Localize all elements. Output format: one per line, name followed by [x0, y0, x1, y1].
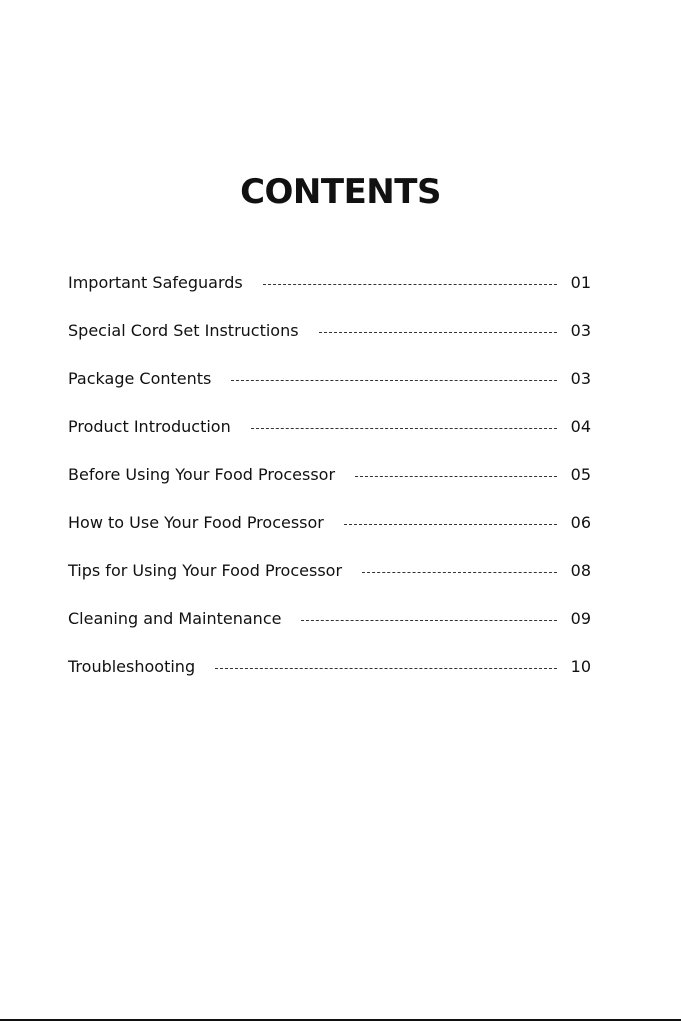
toc-entry-product-introduction[interactable]	[68, 402, 591, 450]
toc-entry-package-contents[interactable]	[68, 354, 591, 402]
dot-leader	[263, 284, 557, 285]
toc-entry-before-using[interactable]	[68, 450, 591, 498]
toc-entry-page-number: 10	[570, 656, 591, 676]
toc-entry-tips[interactable]	[68, 546, 591, 594]
dot-leader	[301, 620, 557, 621]
toc-entry-important-safeguards[interactable]	[68, 258, 591, 306]
toc-entry-label: Before Using Your Food Processor	[68, 464, 336, 484]
toc-entry-page-number: 09	[570, 608, 591, 628]
toc-entry-label: Important Safeguards	[68, 272, 243, 292]
toc-entry-page-number: 06	[570, 512, 591, 532]
table-of-contents	[68, 258, 591, 690]
toc-entry-page-number: 05	[570, 464, 591, 484]
toc-entry-page-number: 01	[570, 272, 591, 292]
toc-entry-troubleshooting[interactable]	[68, 642, 591, 690]
toc-entry-cleaning-and-maintenance[interactable]	[68, 594, 591, 642]
toc-entry-how-to-use[interactable]	[68, 498, 591, 546]
dot-leader	[215, 668, 557, 669]
toc-entry-label: Cleaning and Maintenance	[68, 608, 282, 628]
toc-entry-label: Troubleshooting	[68, 656, 196, 676]
dot-leader	[319, 332, 557, 333]
toc-entry-label: Tips for Using Your Food Processor	[68, 560, 343, 580]
dot-leader	[355, 476, 557, 477]
dot-leader	[251, 428, 557, 429]
toc-entry-label: Product Introduction	[68, 416, 231, 436]
toc-entry-page-number: 03	[570, 368, 591, 388]
toc-entry-label: Package Contents	[68, 368, 212, 388]
dot-leader	[344, 524, 557, 525]
toc-entry-page-number: 03	[570, 320, 591, 340]
dot-leader	[231, 380, 557, 381]
page-title: CONTENTS	[240, 172, 441, 212]
toc-entry-page-number: 08	[570, 560, 591, 580]
toc-entry-page-number: 04	[570, 416, 591, 436]
toc-entry-label: How to Use Your Food Processor	[68, 512, 324, 532]
dot-leader	[362, 572, 557, 573]
toc-entry-label: Special Cord Set Instructions	[68, 320, 299, 340]
toc-entry-special-cord-set-instructions[interactable]	[68, 306, 591, 354]
